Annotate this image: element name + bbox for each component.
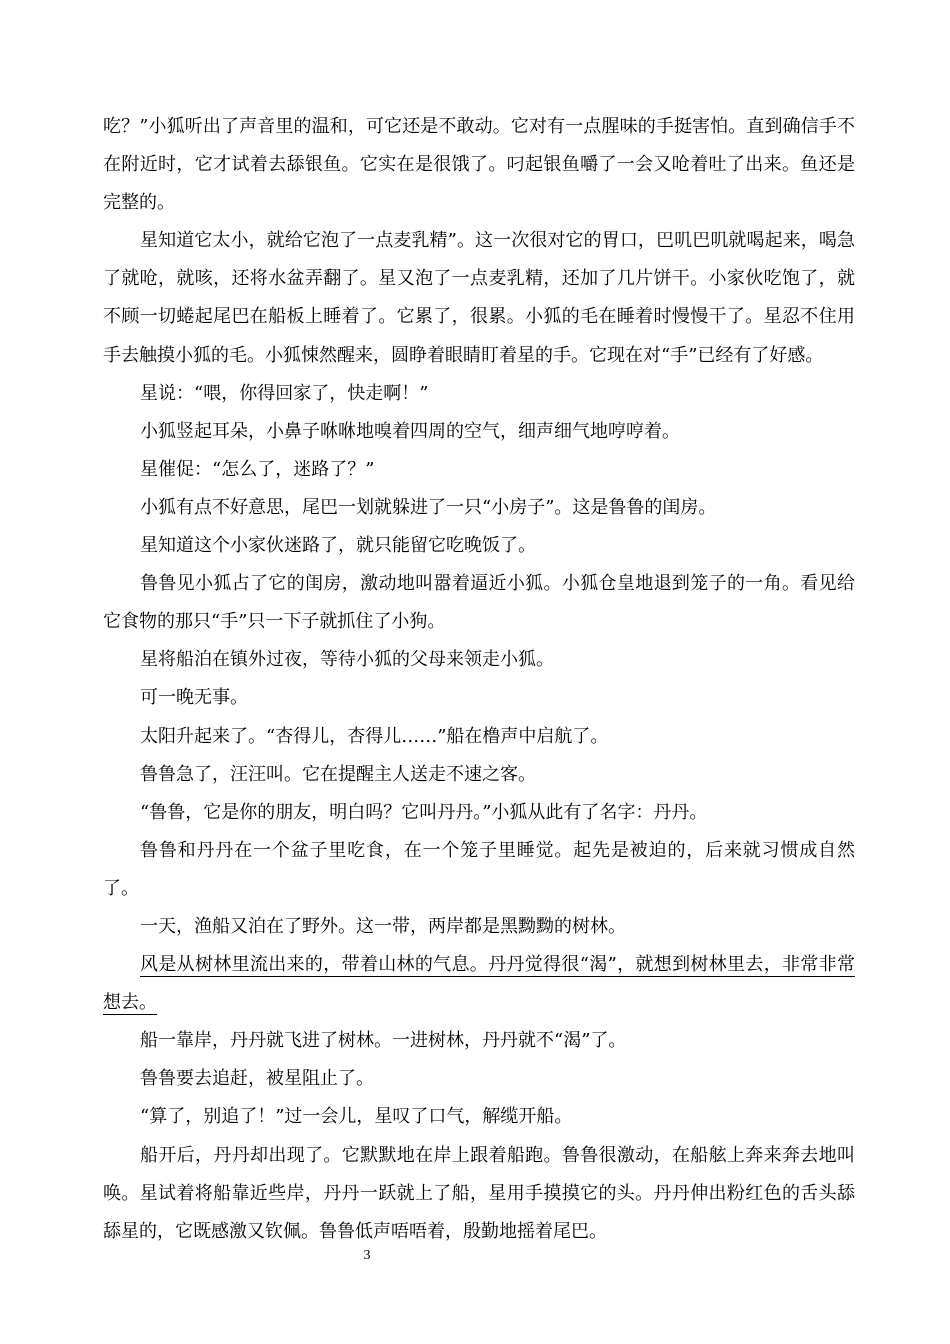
page-number: 3 (363, 1248, 371, 1263)
paragraph: 小狐竖起耳朵，小鼻子咻咻地嗅着四周的空气，细声细气地哼哼着。 (140, 420, 680, 442)
paragraph: “鲁鲁，它是你的朋友，明白吗？它叫丹丹。”小狐从此有了名字：丹丹。 (140, 801, 708, 823)
paragraph: 星将船泊在镇外过夜，等待小狐的父母来领走小狐。 (140, 649, 554, 671)
paragraph: 星知道这个小家伙迷路了，就只能留它吃晚饭了。 (140, 535, 536, 557)
paragraph: 星说：“喂，你得回家了，快走啊！” (140, 382, 429, 404)
paragraph: 船开后，丹丹却出现了。它默默地在岸上跟着船跑。鲁鲁很激动，在船舷上奔来奔去地叫唤。星试着将船靠近些岸，丹丹一跃就上了船，星用手摸摸它的头。丹丹伸出粉红色的舌头舔舔星的，它既感激又钦佩。鲁鲁低声唔唔着，殷勤地摇着尾巴。 (103, 1144, 855, 1242)
underlined-paragraph (103, 946, 855, 1022)
paragraph: 可一晚无事。 (140, 687, 248, 709)
paragraph: 一天，渔船又泊在了野外。这一带，两岸都是黑黝黝的树林。 (140, 915, 626, 937)
paragraph: 小狐有点不好意思，尾巴一划就躲进了一只“小房子”。这是鲁鲁的闺房。 (140, 496, 717, 518)
paragraph: 鲁鲁和丹丹在一个盆子里吃食，在一个笼子里睡觉。起先是被迫的，后来就习惯成自然了。 (103, 839, 855, 899)
paragraph: 星知道它太小，就给它泡了一点麦乳精”。这一次很对它的胃口，巴叽巴叽就喝起来，喝急了就呛，就咳，还将水盆弄翻了。星又泡了一点麦乳精，还加了几片饼干。小家伙吃饱了，就不顾一切蜷起尾巴在船板上睡着了。它累了，很累。小狐的毛在睡着时慢慢干了。星忍不住用手去触摸小狐的毛。小狐悚然醒来，圆睁着眼睛盯着星的手。它现在对“手”已经有了好感。 (103, 230, 855, 366)
paragraph: 船一靠岸，丹丹就飞进了树林。一进树林，丹丹就不“渴”了。 (140, 1030, 627, 1052)
paragraph: 鲁鲁急了，汪汪叫。它在提醒主人送走不速之客。 (140, 763, 536, 785)
paragraph: 鲁鲁要去追赶，被星阻止了。 (140, 1068, 374, 1090)
paragraph: 吃？”小狐听出了声音里的温和，可它还是不敢动。它对有一点腥味的手挺害怕。直到确信手不在附近时，它才试着去舔银鱼。它实在是很饿了。叼起银鱼嚼了一会又呛着吐了出来。鱼还是完整的。 (103, 116, 855, 214)
paragraph: “算了，别追了！”过一会儿，星叹了口气，解缆开船。 (140, 1106, 573, 1128)
paragraph: 鲁鲁见小狐占了它的闺房，激动地叫嚣着逼近小狐。小狐仓皇地退到笼子的一角。看见给它食物的那只“手”只一下子就抓住了小狗。 (103, 573, 855, 633)
underlined-text: 风是从树林里流出来的，带着山林的气息。丹丹觉得很“渴”，就想到树林里去，非常非常想去。 (103, 954, 855, 1014)
paragraph: 太阳升起来了。“杏得儿，杏得儿……”船在橹声中启航了。 (140, 725, 609, 747)
story-text (103, 108, 855, 1251)
paragraph: 星催促：“怎么了，迷路了？” (140, 458, 375, 480)
